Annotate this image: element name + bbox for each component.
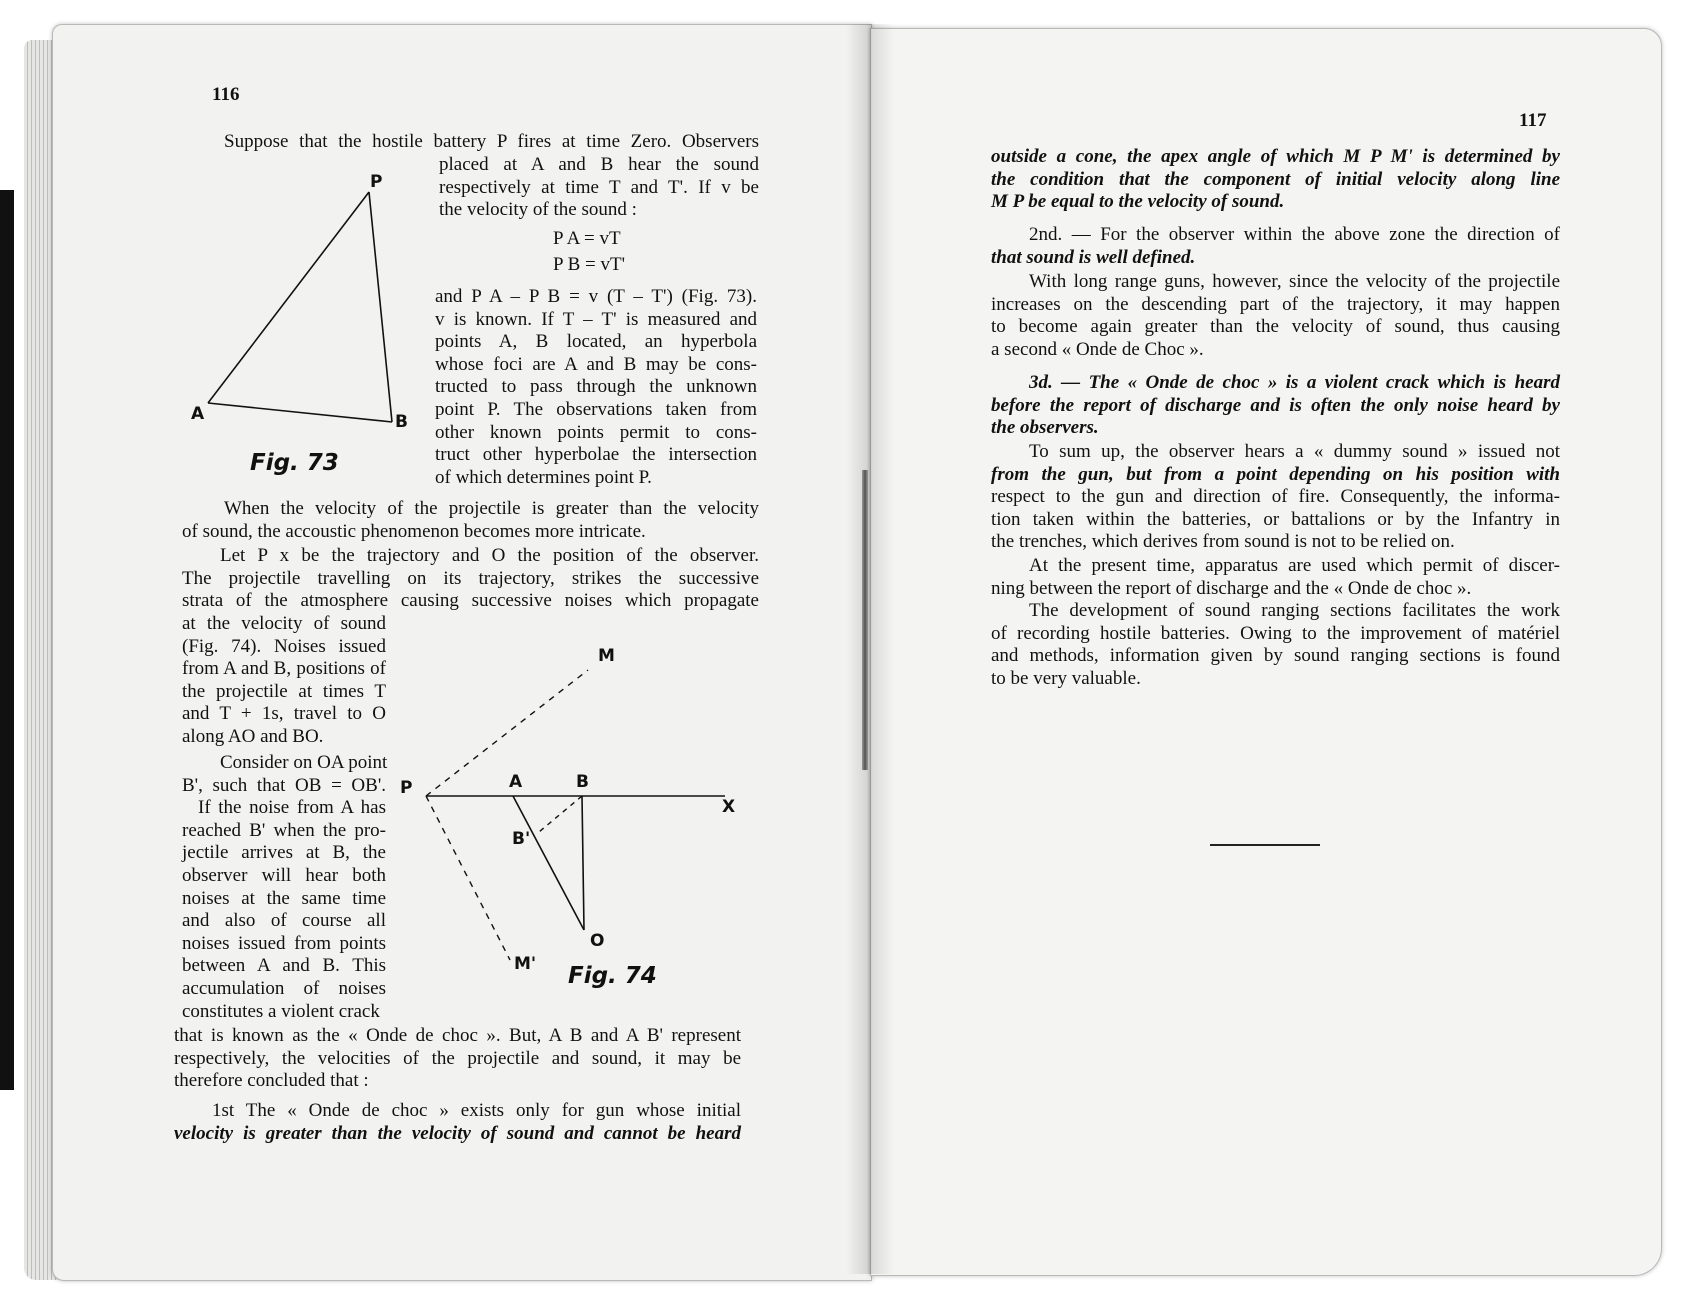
fig74-caption: Fig. 74 (568, 963, 657, 989)
onde-paragraph: that is known as the « Onde de choc ». But, A B and A B' represent respectively, the velocities of the projectile and sound, it may be therefore concluded that : (174, 1025, 741, 1092)
fig74-point-a: A (509, 772, 523, 792)
fig74-point-b: B (576, 772, 589, 792)
fig73-point-p: P (370, 172, 383, 192)
right-page-number: 117 (1519, 110, 1547, 131)
fig73-caption: Fig. 73 (250, 450, 339, 476)
left-page-number: 116 (212, 84, 240, 105)
long-range-paragraph: With long range guns, however, since the velocity of the projectile increases on the descending part of the trajectory, it may happen to become again greater than the velocity of sound, thus causing a second « Onde de Choc ». (991, 271, 1560, 360)
fig73-point-b: B (395, 412, 408, 432)
book-cover-edge (0, 190, 14, 1090)
consider-paragraph: Consider on OA point B', such that OB = OB'. If the noise from A has reached B' when the pro- jectile arrives at B, the observer will hear both noises at the same time and also of course all noises issued from points between A and B. This accumulation of noises constitutes a violent crack (182, 752, 388, 1022)
fig74-point-m: M (598, 646, 615, 666)
fig73-point-a: A (191, 404, 205, 424)
velocity-paragraph: When the velocity of the projectile is greater than the velocity of sound, the accoustic phenomenon becomes more intricate. (182, 498, 759, 542)
hyperbola-paragraph: and P A – P B = v (T – T') (Fig. 73). v is known. If T – T' is measured and points A, B located, an hyperbola whose foci are A and B may be cons- tructed to pass through the unknown point P. The observations taken from other known points permit to cons- truct other hyperbolae the intersection of which determines point P. (435, 286, 757, 488)
equation-pa: P A = vT (553, 228, 621, 249)
sum-up-paragraph: To sum up, the observer hears a « dummy sound » issued not from the gun, but from a point depending on his position with respect to the gun and direction of fire. Consequently, the informa- tion taken within the batteries, or battalions or by the Infantry in the trenches, which derives from sound is not to be relied on. (991, 441, 1560, 553)
equation-pb: P B = vT' (553, 254, 626, 275)
fig74-point-b-prime: B' (512, 829, 531, 849)
second-point-paragraph: 2nd. — For the observer within the above zone the direction of that sound is well defined. (991, 224, 1560, 268)
intro-line-1: Suppose that the hostile battery P fires at time Zero. Observers (224, 131, 759, 152)
development-paragraph: The development of sound ranging sections facilitates the work of recording hostile batteries. Owing to the improvement of matériel and methods, information given by sound ranging sections is found to be very valuable. (991, 600, 1560, 689)
fig74-point-o: O (590, 931, 605, 951)
book-spine-binding (862, 470, 868, 770)
trajectory-paragraph-narrow: at the velocity of sound (Fig. 74). Noises issued from A and B, positions of the projectile at times T and T + 1s, travel to O along AO and BO. (182, 613, 386, 747)
trajectory-paragraph: Let P x be the trajectory and O the position of the observer. The projectile travelling on its trajectory, strikes the successive strata of the atmosphere causing successive noises which propagate (182, 545, 759, 612)
fig74-point-p: P (400, 778, 413, 798)
fig74-point-x: X (722, 797, 736, 817)
gutter-shadow (846, 24, 894, 1274)
fig74-point-m-prime: M' (514, 954, 537, 974)
cone-paragraph: outside a cone, the apex angle of which M P M' is determined by the condition that the component of initial velocity along line M P be equal to the velocity of sound. (991, 146, 1560, 213)
fig74-diagram (0, 0, 1, 1)
section-divider-rule (1210, 844, 1320, 846)
intro-lines: placed at A and B hear the sound respectively at time T and T'. If v be the velocity of the sound : (439, 154, 759, 221)
point-1-paragraph: 1st The « Onde de choc » exists only for gun whose initial velocity is greater than the velocity of sound and cannot be heard (174, 1100, 741, 1144)
present-time-paragraph: At the present time, apparatus are used which permit of discer- ning between the report of discharge and the « Onde de choc ». (991, 555, 1560, 599)
third-point-paragraph: 3d. — The « Onde de choc » is a violent crack which is heard before the report of discharge and is often the only noise heard by the observers. (991, 372, 1560, 439)
